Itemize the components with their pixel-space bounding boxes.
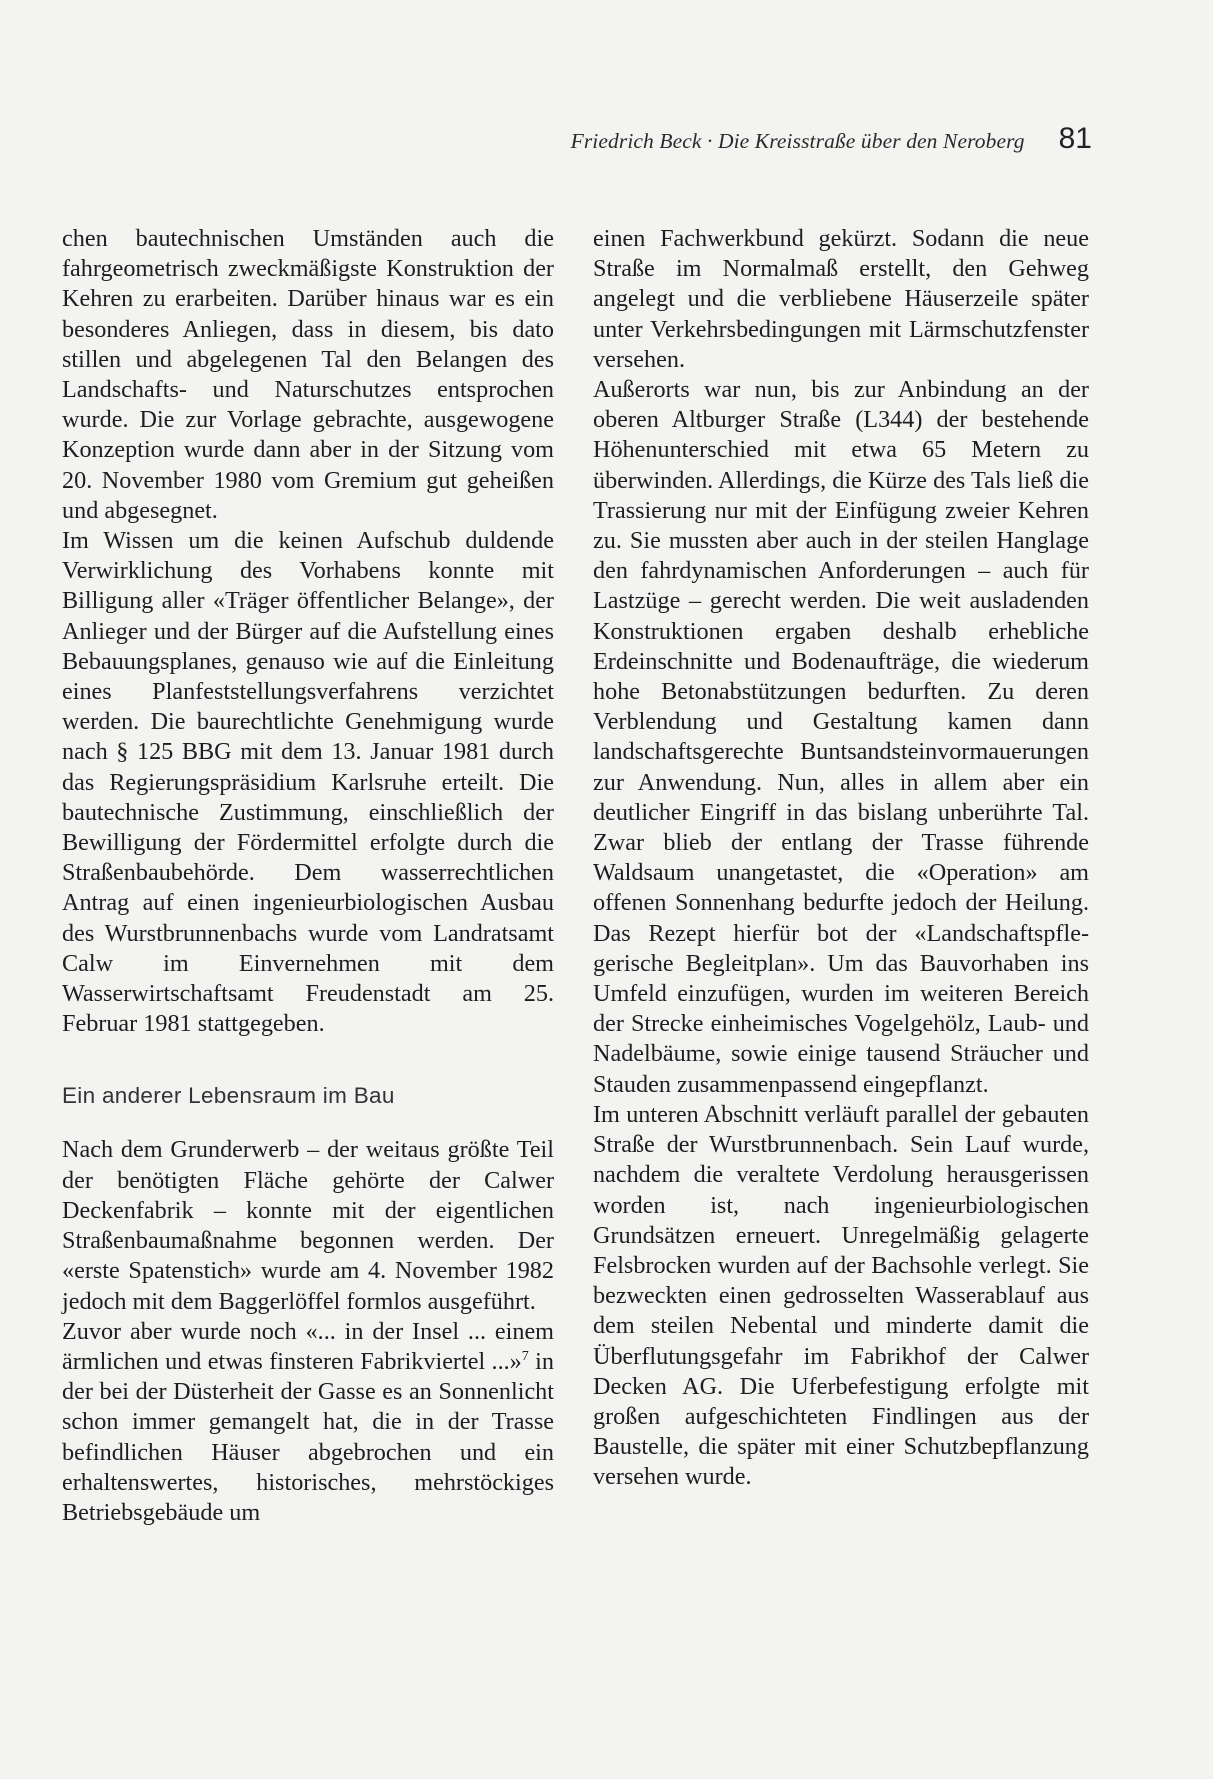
paragraph: Im Wissen um die keinen Aufschub duldende Verwirklichung des Vorhabens konnte mit Billigung aller «Träger öffentlicher Belange», der Anlieger und der Bürger auf die Aufstellung eines Bebauungsplanes, genauso wie auf die Einleitung eines Planfeststellungsverfahrens verzichtet werden. Die baurechtlichte Genehmigung wurde nach § 125 BBG mit dem 13. Januar 1981 durch das Regierungspräsidium Karlsruhe erteilt. Die bautechnische Zustimmung, einschließlich der Bewilligung der Fördermittel erfolgte durch die Straßenbaubehörde. Dem wasserrechtlichen Antrag auf einen ingenieurbiologischen Ausbau des Wurstbrunnenbachs wurde vom Landratsamt Calw im Einvernehmen mit dem Wasserwirtschaftsamt Freudenstadt am 25. Februar 1981 stattgegeben. — [62, 527, 554, 1038]
paragraph: Nach dem Grunderwerb – der weitaus größte Teil der benötigten Fläche gehörte der Calwer Deckenfabrik – konnte mit der eigentlichen Straßenbaumaßnahme begonnen werden. Der «erste Spatenstich» wurde am 4. November 1982 jedoch mit dem Baggerlöffel formlos ausgeführt. — [62, 1136, 554, 1315]
paragraph: Außerorts war nun, bis zur Anbindung an der oberen Altburger Straße (L344) der bestehende Höhenunterschied mit etwa 65 Metern zu überwinden. Allerdings, die Kürze des Tals ließ die Trassierung nur mit der Einfügung zweier Kehren zu. Sie mussten aber auch in der steilen Hanglage den fahrdynamischen Anforderungen – auch für Lastzüge – gerecht werden. Die weit ausladenden Konstruktionen ergaben deshalb erhebliche Erdeinschnitte und Bodenaufträge, die wiederum hohe Betonabstützungen bedurften. Zu deren Verblendung und Gestaltung kamen dann landschaftsgerechte Buntsandsteinvormauerungen zur Anwendung. Nun, alles in allem aber ein deutlicher Eingriff in das bislang unberührte Tal. Zwar blieb der entlang der Trasse führende Waldsaum unangetastet, die «Operation» am offenen Sonnenhang bedurfte jedoch der Heilung. Das Rezept hierfür bot der «Landschaftspflegerische Begleitplan». Um das Bauvorhaben ins Umfeld einzufügen, wurden im weiteren Bereich der Strecke einheimisches Vogelgehölz, Laub- und Nadelbäume, sowie einige tausend Sträucher und Stauden zusammenpassend eingepflanzt. — [593, 376, 1089, 1098]
section-heading: Ein anderer Lebensraum im Bau — [62, 1083, 395, 1109]
paragraph-text: Zuvor aber wurde noch «... in der Insel ... einem ärmlichen und etwas finsteren Fabrikviertel ...» — [62, 1317, 554, 1375]
paragraph: einen Fachwerkbund gekürzt. Sodann die neue Straße im Normalmaß erstellt, den Gehweg angelegt und die verbliebene Häuserzeile später unter Verkehrsbedingungen mit Lärmschutzfenster versehen. — [593, 225, 1089, 373]
running-title: Friedrich Beck · Die Kreisstraße über den Neroberg — [570, 129, 1025, 153]
paragraph — [62, 1317, 554, 1528]
running-head — [571, 122, 1092, 156]
page-number: 81 — [1058, 122, 1092, 155]
paragraph: Im unteren Abschnitt verläuft parallel der gebauten Straße der Wurstbrunnenbach. Sein Lauf wurde, nachdem die veraltete Verdolung herausgerissen worden ist, nach ingenieurbiologischen Grundsätzen erneuert. Unregelmäßig gelagerte Felsbrocken wurden auf der Bachsohle verlegt. Sie bezweckten einen gedrosselten Wasserablauf aus dem steilen Nebental und minderte damit die Überflutungsgefahr im Fabrikhof der Calwer Decken AG. Die Uferbefestigung erfolgte mit großen aufgeschichteten Findlingen aus der Baustelle, die später mit einer Schutzbepflanzung versehen wurde. — [593, 1100, 1089, 1491]
footnote-marker: 7 — [521, 1348, 529, 1364]
right-column — [593, 224, 1089, 1493]
left-column — [62, 224, 554, 1528]
paragraph: chen bautechnischen Umständen auch die fahrgeometrisch zweckmäßigste Konstruktion der Kehren zu erarbeiten. Darüber hinaus war es ein besonderes Anliegen, dass in diesem, bis dato stillen und abgelegenen Tal den Belangen des Landschafts- und Naturschutzes entsprochen wurde. Die zur Vorlage gebrachte, ausgewogene Konzeption wurde dann aber in der Sitzung vom 20. November 1980 vom Gremium gut geheißen und abgesegnet. — [62, 225, 554, 524]
paragraph-text: in der bei der Düsterheit der Gasse es an Sonnenlicht schon immer gemangelt hat, die in der Trasse befindlichen Häuser abgebrochen und ein erhaltenswertes, historisches, mehrstöckiges Betriebsgebäude um — [62, 1347, 554, 1526]
